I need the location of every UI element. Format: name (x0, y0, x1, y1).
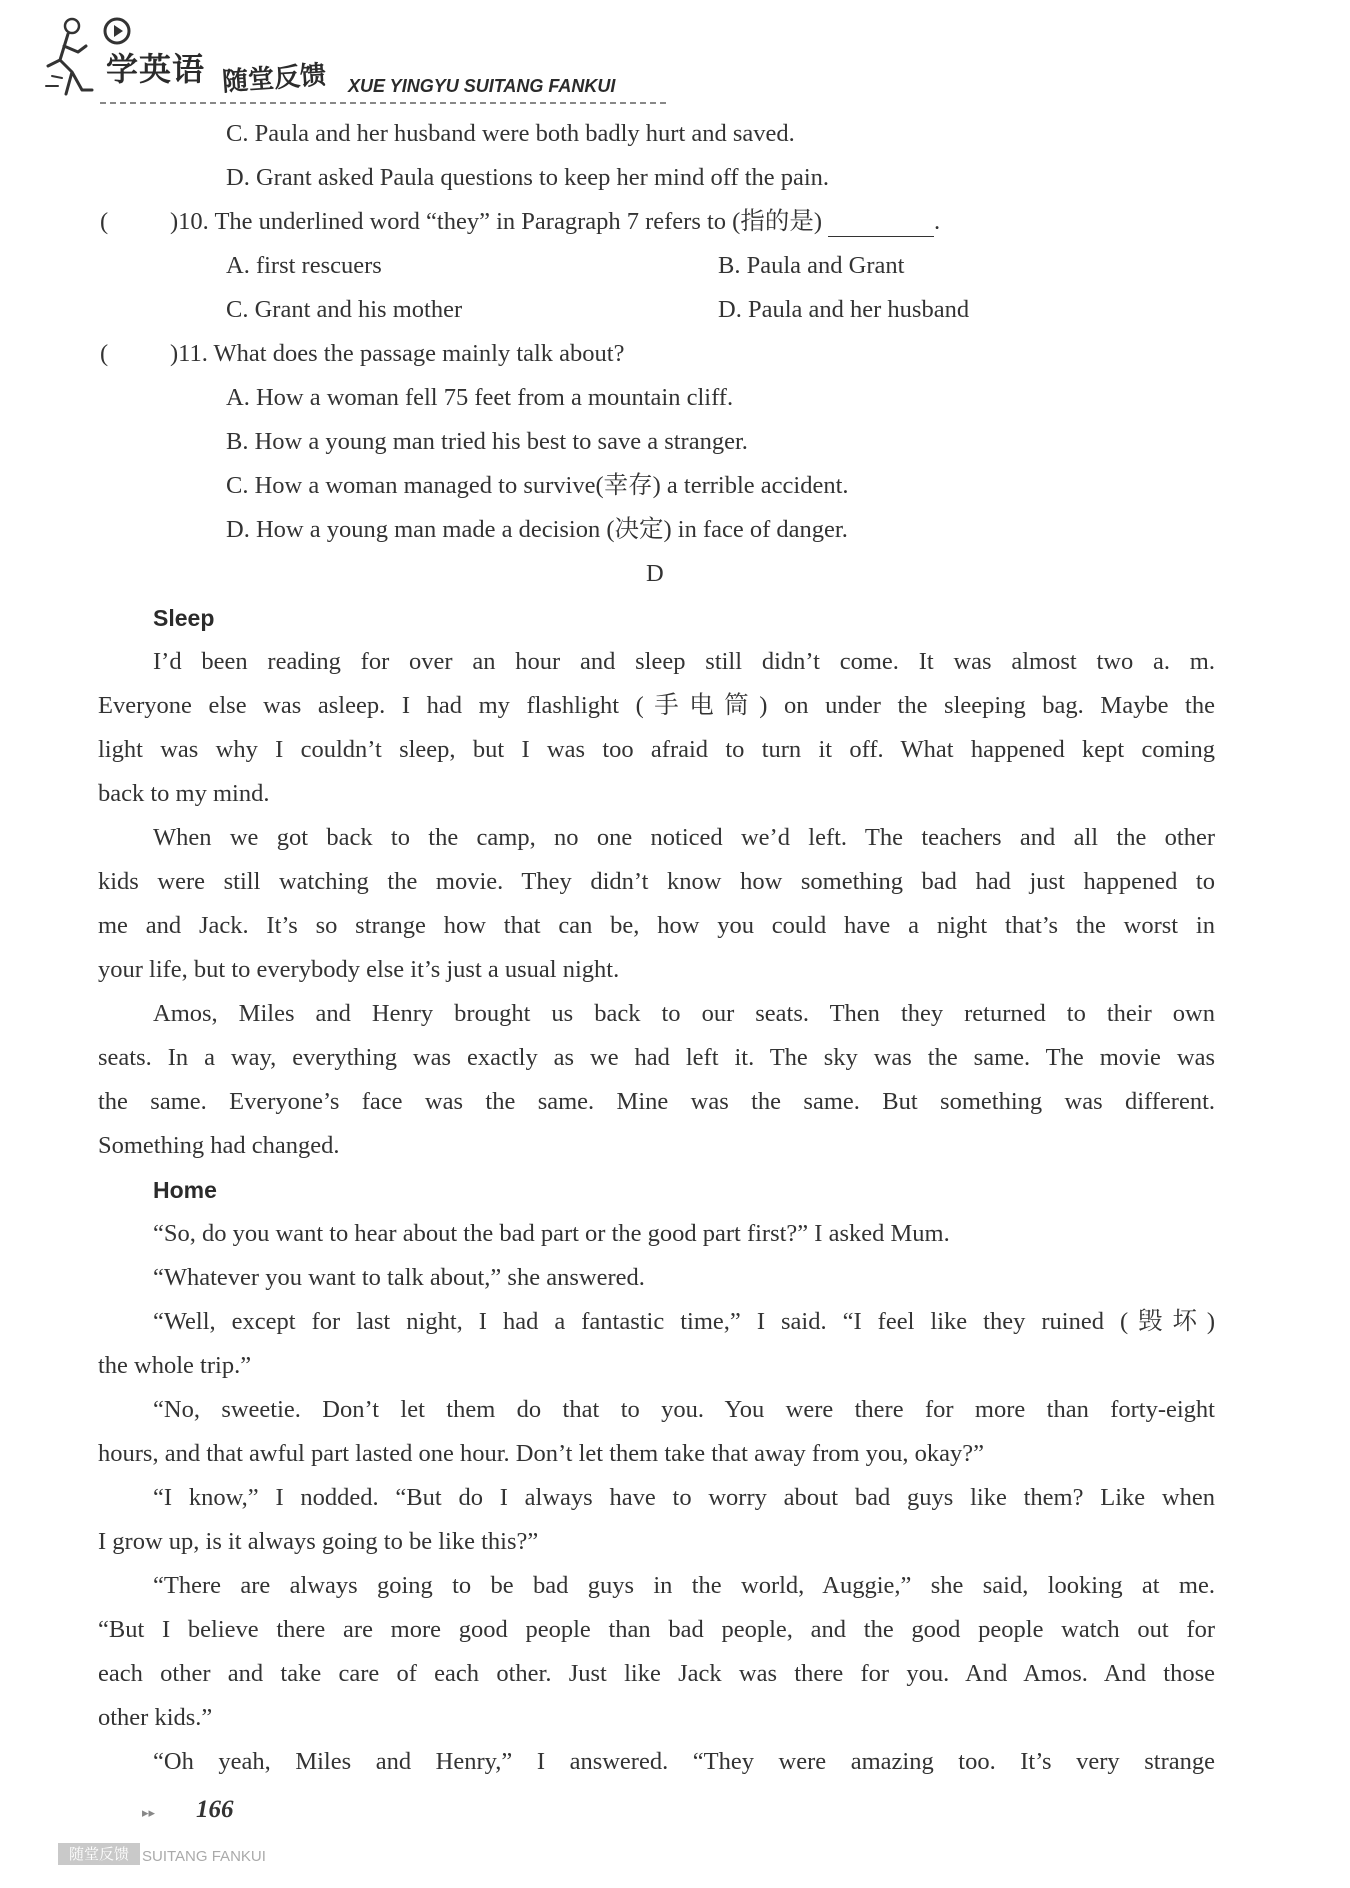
sleep-p1-line: light was why I couldn’t sleep, but I was too afraid to turn it off. What happened kept coming (98, 736, 1215, 763)
home-line: “Oh yeah, Miles and Henry,” I answered. “They were amazing too. It’s very strange (153, 1748, 1215, 1775)
q10-stem: )10. The underlined word “they” in Paragraph 7 refers to (指的是) (170, 208, 822, 235)
home-line: “There are always going to be bad guys in the world, Auggie,” she said, looking at me. (153, 1572, 1215, 1599)
page-number: 166 (196, 1796, 234, 1823)
sleep-p1-line: Everyone else was asleep. I had my flashlight (手电筒) on under the sleeping bag. Maybe the (98, 692, 1215, 719)
header-title-pinyin: XUE YINGYU SUITANG FANKUI (348, 76, 616, 96)
page-header (40, 12, 650, 104)
q11-paren: ( (100, 340, 109, 367)
q10-option-b: B. Paula and Grant (718, 252, 905, 279)
home-line: “Whatever you want to talk about,” she answered. (153, 1264, 645, 1291)
footer-label-en: SUITANG FANKUI (142, 1848, 266, 1865)
sleep-p2-line: me and Jack. It’s so strange how that can be, how you could have a night that’s the worst in (98, 912, 1215, 939)
home-line: each other and take care of each other. Just like Jack was there for you. And Amos. And those (98, 1660, 1215, 1687)
sleep-p2-line: When we got back to the camp, no one noticed we’d left. The teachers and all the other (153, 824, 1215, 851)
sleep-p1-line: I’d been reading for over an hour and sleep still didn’t come. It was almost two a. m. (153, 648, 1215, 675)
q11-option-b: B. How a young man tried his best to save a stranger. (226, 428, 748, 455)
q10-stem-row (170, 207, 940, 237)
q10-paren: ( (100, 208, 109, 235)
q11-stem: )11. What does the passage mainly talk about? (170, 340, 625, 367)
sleep-p3-line: the same. Everyone’s face was the same. Mine was the same. But something was different. (98, 1088, 1215, 1115)
home-line: “No, sweetie. Don’t let them do that to you. You were there for more than forty-eight (153, 1396, 1215, 1423)
footer-arrows-icon: ▸▸ (142, 1806, 156, 1821)
q11-option-c: C. How a woman managed to survive(幸存) a terrible accident. (226, 472, 849, 499)
home-line: I grow up, is it always going to be like this?” (98, 1528, 539, 1555)
q9-option-d: D. Grant asked Paula questions to keep her mind off the pain. (226, 164, 830, 191)
runner-logo-icon (42, 16, 98, 100)
play-icon (102, 16, 132, 46)
home-line: “So, do you want to hear about the bad part or the good part first?” I asked Mum. (153, 1220, 950, 1247)
home-line: “But I believe there are more good people than bad people, and the good people watch out for (98, 1616, 1215, 1643)
home-line: “I know,” I nodded. “But do I always have to worry about bad guys like them? Like when (153, 1484, 1215, 1511)
q10-option-a: A. first rescuers (226, 252, 382, 279)
sleep-p2-line: kids were still watching the movie. They didn’t know how something bad had just happened to (98, 868, 1215, 895)
sleep-p3-line: seats. In a way, everything was exactly as we had left it. The sky was the same. The movie was (98, 1044, 1215, 1071)
q10-answer-blank[interactable] (828, 214, 934, 237)
sleep-p3-line: Amos, Miles and Henry brought us back to our seats. Then they returned to their own (153, 1000, 1215, 1027)
header-title-cn: 学英语 (106, 50, 206, 88)
footer-label-cn: 随堂反馈 (68, 1845, 129, 1863)
footer-label-box (58, 1843, 140, 1865)
q11-option-d: D. How a young man made a decision (决定) in face of danger. (226, 516, 848, 543)
header-subtitle-cn: 随堂反馈 (221, 60, 328, 98)
q9-option-c: C. Paula and her husband were both badly hurt and saved. (226, 120, 795, 147)
q11-option-a: A. How a woman fell 75 feet from a mountain cliff. (226, 384, 734, 411)
header-divider (100, 102, 666, 104)
sleep-p1-line: back to my mind. (98, 780, 270, 807)
q10-option-d: D. Paula and her husband (718, 296, 970, 323)
home-line: “Well, except for last night, I had a fantastic time,” I said. “I feel like they ruined (毁坏) (153, 1308, 1215, 1335)
sleep-p3-line: Something had changed. (98, 1132, 340, 1159)
q10-option-c: C. Grant and his mother (226, 296, 463, 323)
sleep-p2-line: your life, but to everybody else it’s just a usual night. (98, 956, 620, 983)
heading-home: Home (153, 1177, 217, 1203)
home-line: hours, and that awful part lasted one hour. Don’t let them take that away from you, okay?” (98, 1440, 985, 1467)
q10-end: . (934, 208, 941, 235)
home-line: other kids.” (98, 1704, 213, 1731)
section-letter: D (646, 560, 664, 587)
heading-sleep: Sleep (153, 605, 215, 631)
home-line: the whole trip.” (98, 1352, 252, 1379)
